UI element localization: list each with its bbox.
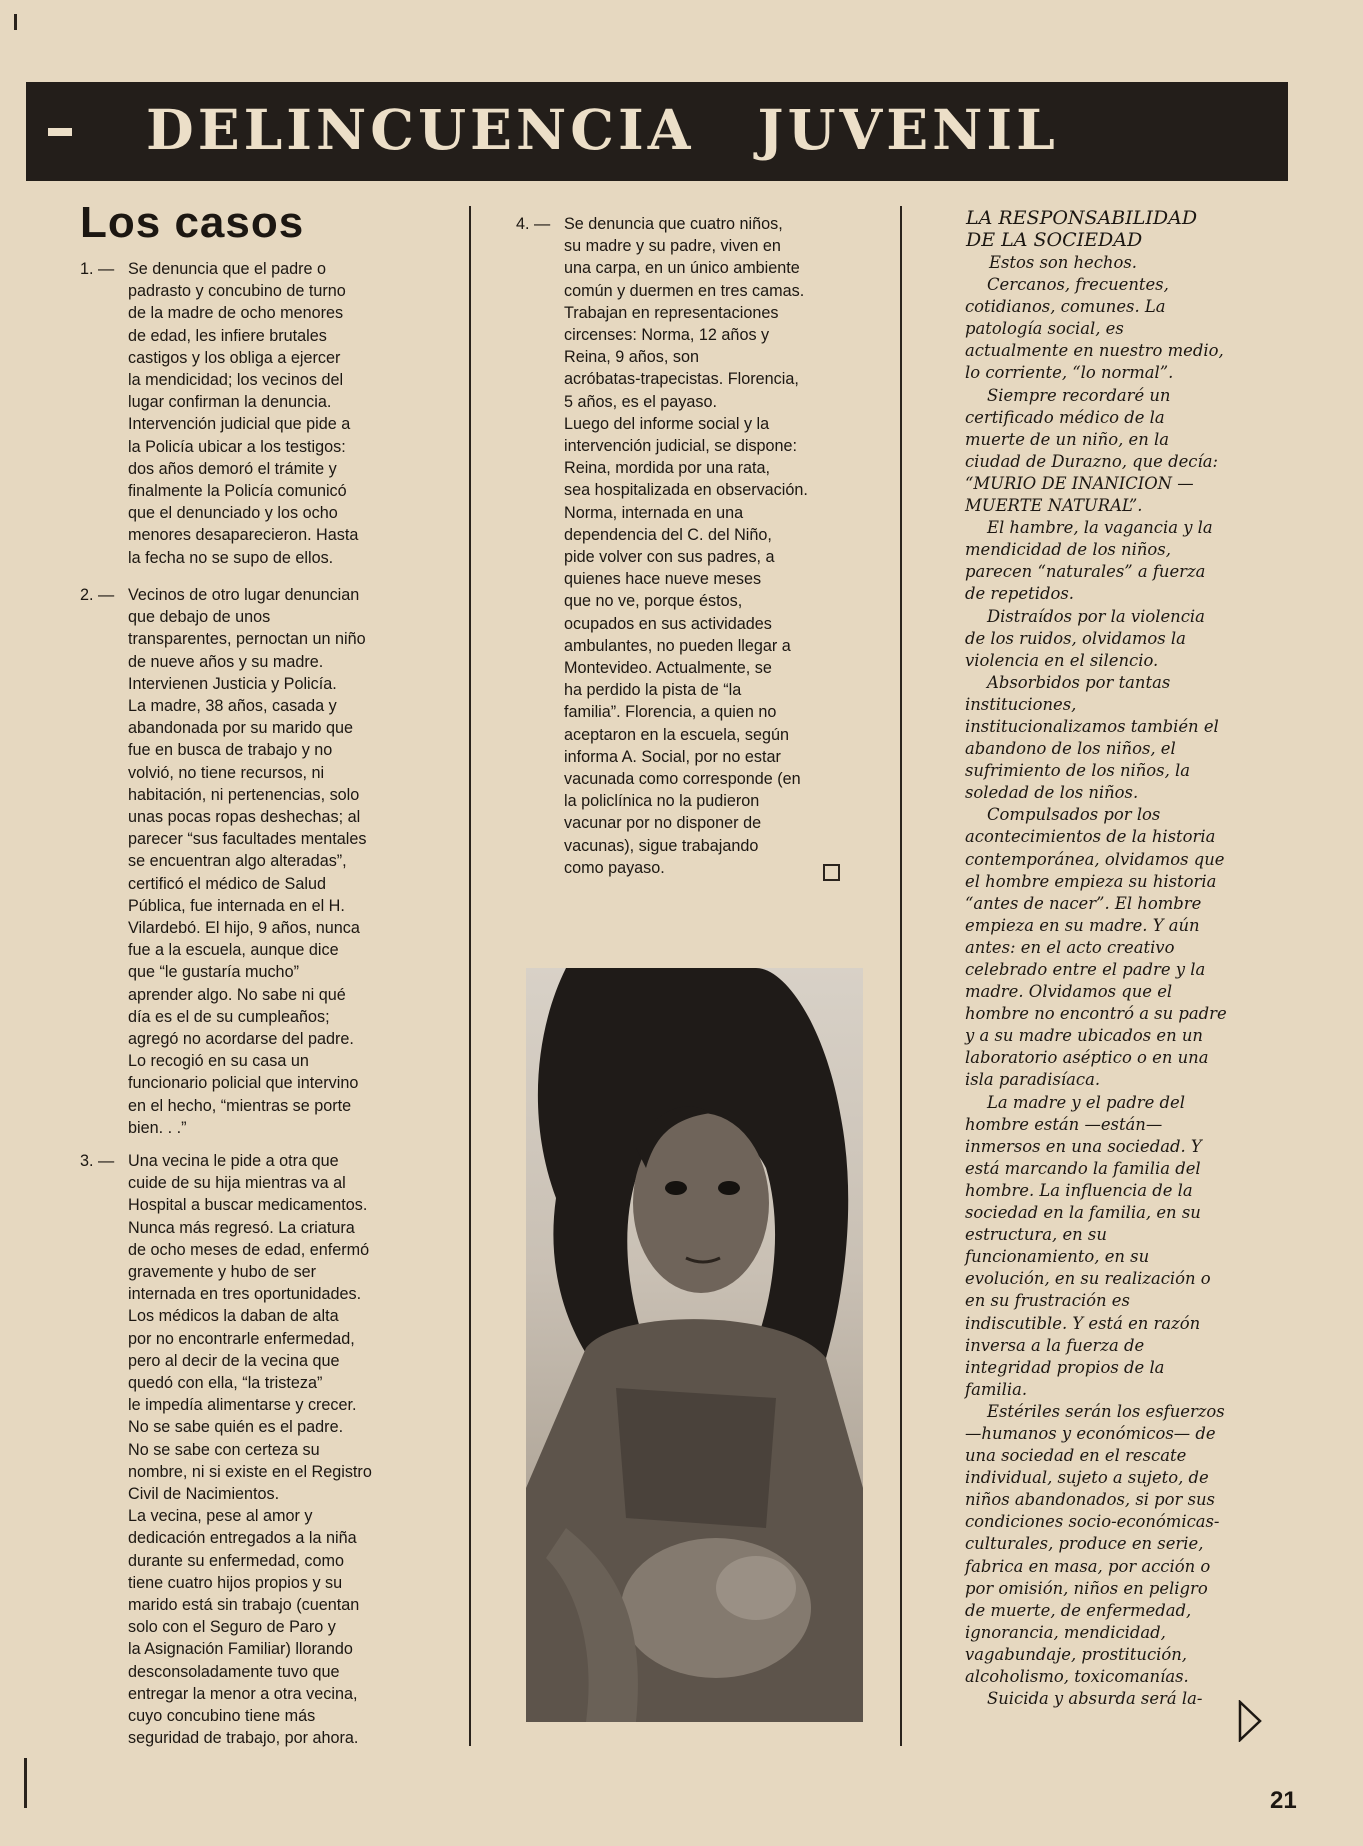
essay-paragraph: Suicida y absurda será la- [987, 1689, 1203, 1709]
case-number: 2. — [80, 586, 115, 604]
case-number: 3. — [80, 1152, 115, 1170]
banner-dash [48, 128, 72, 136]
square-end-icon [823, 864, 840, 881]
essay-paragraph: La madre y el padre del hombre están —están— inmersos en una sociedad. Y está marcando la familia del hombre. La influencia de la sociedad en la familia, en su estructura, en su funcionamiento, en su evolución, en su realización o en su frustración es indiscutible. Y está en razón inversa a la fuerza de integridad propios de la familia. [965, 1092, 1211, 1399]
essay-title: LA RESPONSABILIDAD DE LA SOCIEDAD [966, 207, 1198, 251]
banner-title: DELINCUENCIA JUVENIL [146, 97, 1059, 162]
case-number: 1. — [80, 260, 115, 278]
case-text: Una vecina le pide a otra que cuide de su hija mientras va al Hospital a buscar medicamentos. Nunca más regresó. La criatura de ocho meses de edad, enfermó gravemente y hubo de ser internada en tres oportunidades. Los médicos la daban de alta por no encontrarle enfermedad, pero al decir de la vecina que quedó con ella, “la tristeza” le impedía alimentarse y crecer. No se sabe quién es el padre. No se sabe con certeza su nombre, ni si existe en el Registro Civil de Nacimientos. La vecina, pese al amor y dedicación entregados a la niña durante su enfermedad, como tiene cuatro hijos propios y su marido está sin trabajo (cuentan solo con el Seguro de Paro y la Asignación Familiar) llorando desconsoladamente tuvo que entregar la menor a otra vecina, cuyo concubino tiene más seguridad de trabajo, por ahora. [128, 1152, 372, 1748]
essay-paragraph: Cercanos, frecuentes, cotidianos, comunes. La patología social, es actualmente en nuestro medio, lo corriente, “lo normal”. [965, 275, 1224, 383]
essay-paragraph: Siempre recordaré un certificado médico de la muerte de un niño, en la ciudad de Durazno, que decía: “MURIO DE INANICION — MUERTE NATURAL”. [965, 385, 1218, 516]
binding-mark [24, 1758, 27, 1808]
case-text: Vecinos de otro lugar denuncian que debajo de unos transparentes, pernoctan un niño de nueve años y su madre. Intervienen Justicia y Policía. La madre, 38 años, casada y abandonada por su marido que fue en busca de trabajo y no volvió, no tiene recursos, ni habitación, ni pertenencias, solo unas pocas ropas deshechas; al parecer “sus facultades mentales se encuentran algo alteradas”, certificó el médico de Salud Pública, fue internada en el H. Vilardebó. El hijo, 9 años, nunca fue a la escuela, aunque dice que “le gustaría mucho” aprender algo. No sabe ni qué día es el de su cumpleaños; agregó no acordarse del padre. Lo recogió en su casa un funcionario policial que intervino en el hecho, “mientras se porte bien. . .” [128, 586, 367, 1137]
essay-paragraph: Distraídos por la violencia de los ruidos, olvidamos la violencia en el silencio. [965, 606, 1205, 670]
section-heading: Los casos [80, 198, 305, 247]
triangle-arrow-right-icon [1238, 1700, 1262, 1742]
case-text: Se denuncia que cuatro niños, su madre y su padre, viven en una carpa, en un único ambiente común y duermen en tres camas. Trabajan en representaciones circenses: Norma, 12 años y Reina, 9 años, son acróbatas-trapecistas. Florencia, 5 años, es el payaso. Luego del informe social y la intervención judicial, se dispone: Reina, mordida por una rata, sea hospitalizada en observación. Norma, internada en una dependencia del C. del Niño, pide volver con sus padres, a quienes hace nueve meses que no ve, porque éstos, ocupados en sus actividades ambulantes, no pueden llegar a Montevideo. Actualmente, se ha perdido la pista de “la familia”. Florencia, a quien no aceptaron en la escuela, según informa A. Social, por no estar vacunada como corresponde (en la policlínica no la pudieron vacunar por no disponer de vacunas), sigue trabajando como payaso. [564, 215, 808, 877]
essay-paragraph: Estos son hechos. [989, 253, 1137, 272]
essay-paragraph: Absorbidos por tantas instituciones, institucionalizamos también el abandono de los niños, el sufrimiento de los niños, la soledad de los niños. [965, 672, 1219, 803]
essay-paragraph: El hambre, la vagancia y la mendicidad de los niños, parecen “naturales” a fuerza de repetidos. [965, 518, 1213, 604]
child-photo [526, 968, 863, 1722]
title-banner [26, 82, 1288, 181]
case-text: Se denuncia que el padre o padrasto y concubino de turno de la madre de ocho menores de edad, les infiere brutales castigos y los obliga a ejercer la mendicidad; los vecinos del lugar confirman la denuncia. Intervención judicial que pide a la Policía ubicar a los testigos: dos años demoró el trámite y finalmente la Policía comunicó que el denunciado y los ocho menores desaparecieron. Hasta la fecha no se supo de ellos. [128, 260, 359, 567]
essay-paragraph: Estériles serán los esfuerzos —humanos y económicos— de una sociedad en el rescate individual, sujeto a sujeto, de niños abandonados, si por sus condiciones socio-económicas-culturales, produce en serie, fabrica en masa, por acción o por omisión, niños en peligro de muerte, de enfermedad, ignorancia, mendicidad, vagabundaje, prostitución, alcoholismo, toxicomanías. [965, 1401, 1225, 1686]
page-edge-mark [14, 14, 17, 30]
essay-paragraph: Compulsados por los acontecimientos de la historia contemporánea, olvidamos que el hombre empieza su historia “antes de nacer”. El hombre empieza en su madre. Y aún antes: en el acto creativo celebrado entre el padre y la madre. Olvidamos que el hombre no encontró a su padre y a su madre ubicados en un laboratorio aséptico o en una isla paradisíaca. [965, 805, 1227, 1090]
column-divider-right [900, 206, 902, 1746]
child-photo-illustration [526, 968, 863, 1722]
column-divider-left [469, 206, 471, 1746]
page-number: 21 [1270, 1787, 1297, 1814]
essay-body [965, 252, 1227, 1710]
case-number: 4. — [516, 215, 551, 233]
